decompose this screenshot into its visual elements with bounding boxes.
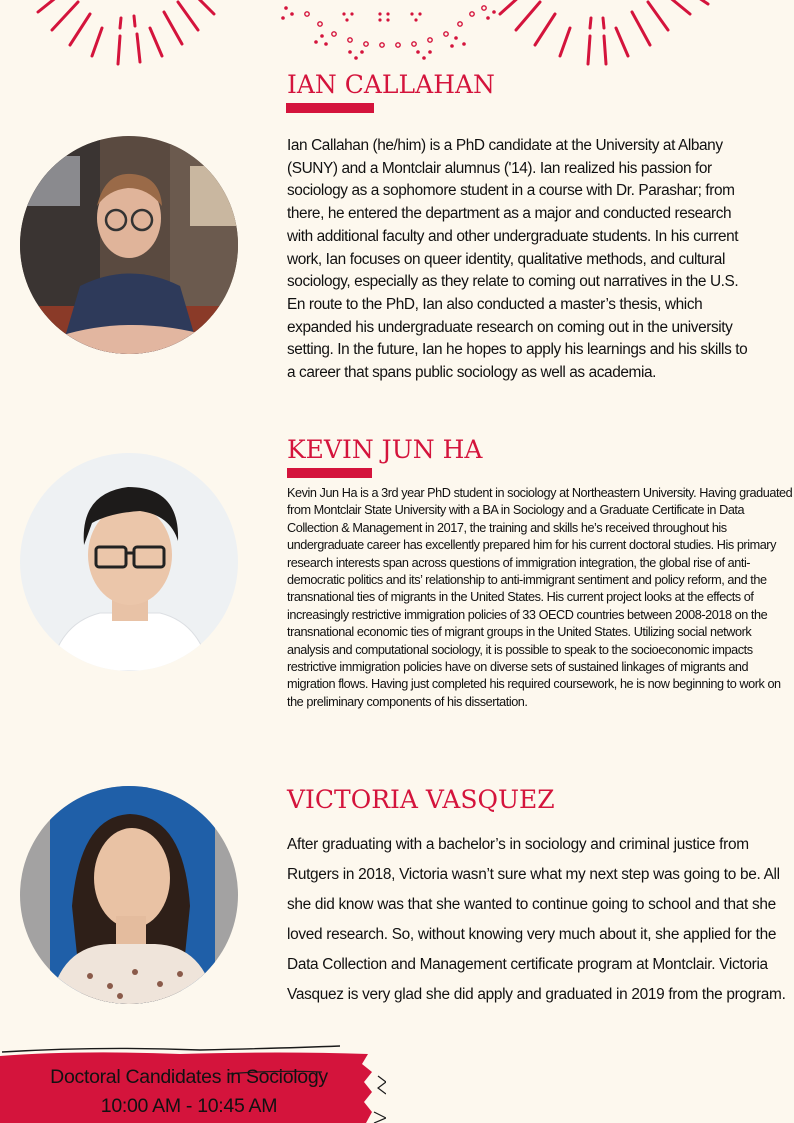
- portrait-victoria-vasquez: [20, 786, 238, 1004]
- decorative-burst-header: [0, 0, 794, 70]
- footer-label: [0, 1063, 378, 1121]
- session-title: Doctoral Candidates in Sociology: [50, 1066, 328, 1088]
- person-bio: Kevin Jun Ha is a 3rd year PhD student in sociology at Northeastern University. Having graduated from Montclair State University with a BA in Sociology and a Graduate Certificate in Data Collection & Management in 2017, the training and skills he’s received throughout his undergraduate career has excellently prepared him for his current doctoral studies. His primary research interests span across questions of immigration integration, the global rise of anti-democratic politics and its’ relationship to anti-immigrant sentiment and policy reform, and the transnational ties of migrants in the United States. His current project looks at the effects of increasingly restrictive immigration policies of 33 OECD countries between 2008-2018 on the transnational economic ties of migrant groups in the United States. Utilizing social network analysis and computational sociology, it is possible to speak to the socioeconomic impacts restrictive immigration policies have on diverse sets of sustained linkages of migrants and migration flows. Having just completed his required coursework, he is now beginning to work on the preliminary components of his dissertation.: [287, 486, 793, 709]
- portrait-ian-callahan: [20, 136, 238, 354]
- person-name: KEVIN JUN HA: [287, 435, 483, 464]
- name-underline-bar: [287, 468, 372, 478]
- portrait-kevin-jun-ha: [20, 453, 238, 671]
- person-bio: Ian Callahan (he/him) is a PhD candidate at the University at Albany (SUNY) and a Montclair alumnus ('14). Ian realized his passion for sociology as a sophomore student in a course with Dr. Parashar; from there, he entered the department as a major and conducted research with additional faculty and other undergraduate students. In his current work, Ian focuses on queer identity, qualitative methods, and cultural sociology, especially as they relate to coming out narratives in the U.S. En route to the PhD, Ian also conducted a master’s thesis, which expanded his undergraduate research on coming out in the university setting. In the future, Ian he hopes to apply his learnings and his skills to a career that spans public sociology as well as academia.: [287, 137, 748, 382]
- session-time: 10:00 AM - 10:45 AM: [100, 1095, 278, 1117]
- person-name: IAN CALLAHAN: [287, 70, 495, 99]
- person-bio: After graduating with a bachelor’s in sociology and criminal justice from Rutgers in 2018, Victoria wasn’t sure what my next step was going to be. All she did know was that she wanted to continue going to school and that she loved research. So, without knowing very much about it, she applied for the Data Collection and Management certificate program at Montclair. Victoria Vasquez is very glad she did apply and graduated in 2019 from the program.: [287, 836, 786, 1003]
- person-name: VICTORIA VASQUEZ: [287, 785, 555, 814]
- name-underline-bar: [286, 103, 374, 113]
